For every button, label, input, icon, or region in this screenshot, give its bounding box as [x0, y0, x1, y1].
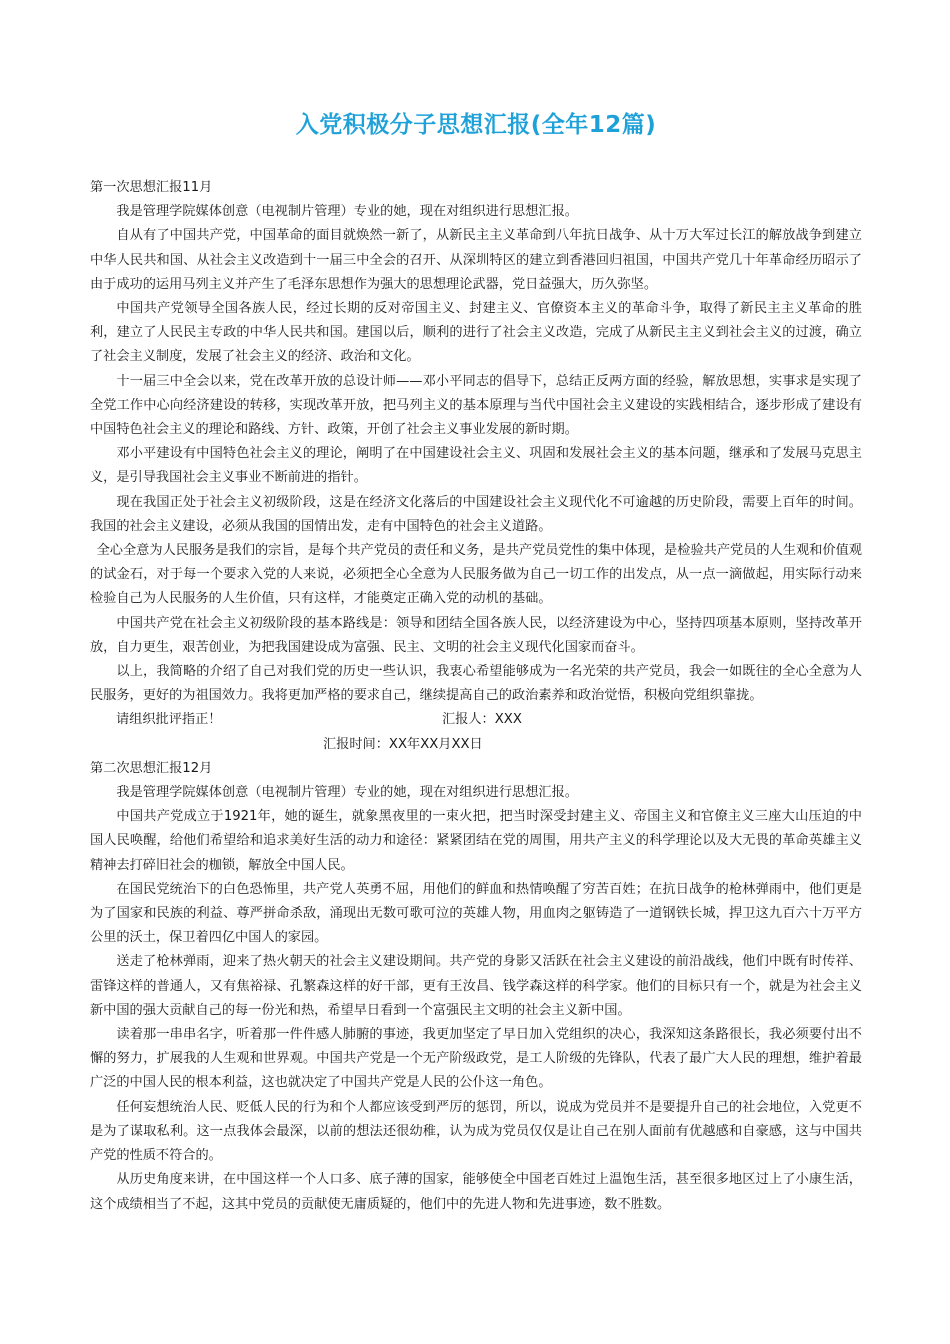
paragraph: 中国共产党成立于1921年，她的诞生，就象黑夜里的一束火把，把当时深受封建主义、帝国主义和官僚主义三座大山压迫的中国人民唤醒，给他们希望给和追求美好生活的动力和途径：紧紧团结在党的周围，用共产主义的科学理论以及大无畏的革命英雄主义精神去打碎旧社会的枷锁，解放全中国人民。	[90, 809, 862, 873]
paragraph: 任何妄想统治人民、贬低人民的行为和个人都应该受到严厉的惩罚，所以，说成为党员并不是要提升自己的社会地位，入党更不是为了谋取私利。这一点我体会最深，以前的想法还很幼稚，认为成为党员仅仅是让自己在别人面前有优越感和自豪感，这与中国共产党的性质不符合的。	[90, 1099, 862, 1164]
document-body	[90, 176, 862, 1217]
report-2-heading: 第二次思想汇报12月	[90, 760, 213, 776]
document-title: 入党积极分子思想汇报(全年12篇)	[295, 112, 657, 138]
report-1-heading: 第一次思想汇报11月	[90, 180, 213, 195]
paragraph: 送走了枪林弹雨，迎来了热火朝天的社会主义建设期间。共产党的身影又活跃在社会主义建设的前沿战线，他们中既有时传祥、雷锋这样的普通人，又有焦裕禄、孔繁森这样的好干部，更有王汝昌、钱学森这样的科学家。他们的目标只有一个，就是为社会主义新中国的强大贡献自己的每一份光和热，希望早日看到一个富强民主文明的社会主义新中国。	[90, 954, 862, 1018]
paragraph: 邓小平建设有中国特色社会主义的理论，阐明了在中国建设社会主义、巩固和发展社会主义的基本问题，继承和了发展马克思主义，是引导我国社会主义事业不断前进的指针。	[90, 446, 862, 486]
paragraph: 中国共产党在社会主义初级阶段的基本路线是：领导和团结全国各族人民，以经济建设为中心，坚持四项基本原则，坚持改革开放，自力更生，艰苦创业，为把我国建设成为富强、民主、文明的社会主义现代化国家而奋斗。	[90, 615, 862, 655]
closing-text: 请组织批评指正！	[116, 712, 222, 728]
paragraph: 现在我国正处于社会主义初级阶段，这是在经济文化落后的中国建设社会主义现代化不可逾越的历史阶段，需要上百年的时间。我国的社会主义建设，必须从我国的国情出发，走有中国特色的社会主义道路。	[90, 494, 862, 534]
paragraph: 十一届三中全会以来，党在改革开放的总设计师——邓小平同志的倡导下，总结正反两方面的经验，解放思想，实事求是实现了全党工作中心向经济建设的转移，实现改革开放，把马列主义的基本原理与当代中国社会主义建设的实践相结合，逐步形成了建设有中国特色社会主义的理论和路线、方针、政策，开创了社会主义事业发展的新时期。	[90, 373, 862, 438]
reporter-name: 汇报人：XXX	[442, 712, 522, 728]
paragraph: 读着那一串串名字，听着那一件件感人肺腑的事迹，我更加坚定了早日加入党组织的决心，我深知这条路很长，我必须要付出不懈的努力，扩展我的人生观和世界观。中国共产党是一个无产阶级政党，是工人阶级的先锋队，代表了最广大人民的理想，维护着最广泛的中国人民的根本利益，这也就决定了中国共产党是人民的公仆这一角色。	[90, 1027, 862, 1091]
paragraph: 中国共产党领导全国各族人民，经过长期的反对帝国主义、封建主义、官僚资本主义的革命斗争，取得了新民主主义革命的胜利，建立了人民民主专政的中华人民共和国。建国以后，顺利的进行了社会主义改造，完成了从新民主主义到社会主义的过渡，确立了社会主义制度，发展了社会主义的经济、政治和文化。	[90, 301, 862, 365]
paragraph: 自从有了中国共产党，中国革命的面目就焕然一新了，从新民主主义革命到八年抗日战争、从十万大军过长江的解放战争到建立中华人民共和国、从社会主义改造到十一届三中全会的召开、从深圳特区的建立到香港回归祖国，中国共产党几十年革命经历昭示了由于成功的运用马列主义并产生了毛泽东思想作为强大的思想理论武器，党日益强大，历久弥坚。	[90, 228, 862, 292]
paragraph: 从历史角度来讲，在中国这样一个人口多、底子薄的国家，能够使全中国老百姓过上温饱生活，甚至很多地区过上了小康生活，这个成绩相当了不起，这其中党员的贡献使无庸质疑的，他们中的先进人物和先进事迹，数不胜数。	[90, 1172, 862, 1212]
paragraph: 在国民党统治下的白色恐怖里，共产党人英勇不屈，用他们的鲜血和热情唤醒了穷苦百姓；在抗日战争的枪林弹雨中，他们更是为了国家和民族的利益、尊严拼命杀敌，涌现出无数可歌可泣的英雄人物，用血肉之躯铸造了一道钢铁长城，捍卫这九百六十万平方公里的沃土，保卫着四亿中国人的家园。	[90, 881, 862, 946]
report-date: 汇报时间：XX年XX月XX日	[323, 736, 483, 752]
paragraph: 我是管理学院媒体创意（电视制片管理）专业的她，现在对组织进行思想汇报。	[116, 785, 578, 801]
paragraph: 以上，我简略的介绍了自己对我们党的历史一些认识，我衷心希望能够成为一名光荣的共产党员，我会一如既往的全心全意为人民服务，更好的为祖国效力。我将更加严格的要求自己，继续提高自己的政治素养和政治觉悟，积极向党组织靠拢。	[90, 664, 862, 704]
report-date-row	[90, 733, 862, 757]
paragraph: 全心全意为人民服务是我们的宗旨，是每个共产党员的责任和义务，是共产党员党性的集中体现，是检验共产党员的人生观和价值观的试金石，对于每一个要求入党的人来说，必须把全心全意为人民服务做为自己一切工作的出发点，从一点一滴做起，用实际行动来检验自己为人民服务的人生价值，只有这样，才能奠定正确入党的动机的基础。	[90, 543, 862, 607]
paragraph: 我是管理学院媒体创意（电视制片管理）专业的她，现在对组织进行思想汇报。	[116, 204, 578, 220]
signature-row	[90, 708, 862, 732]
